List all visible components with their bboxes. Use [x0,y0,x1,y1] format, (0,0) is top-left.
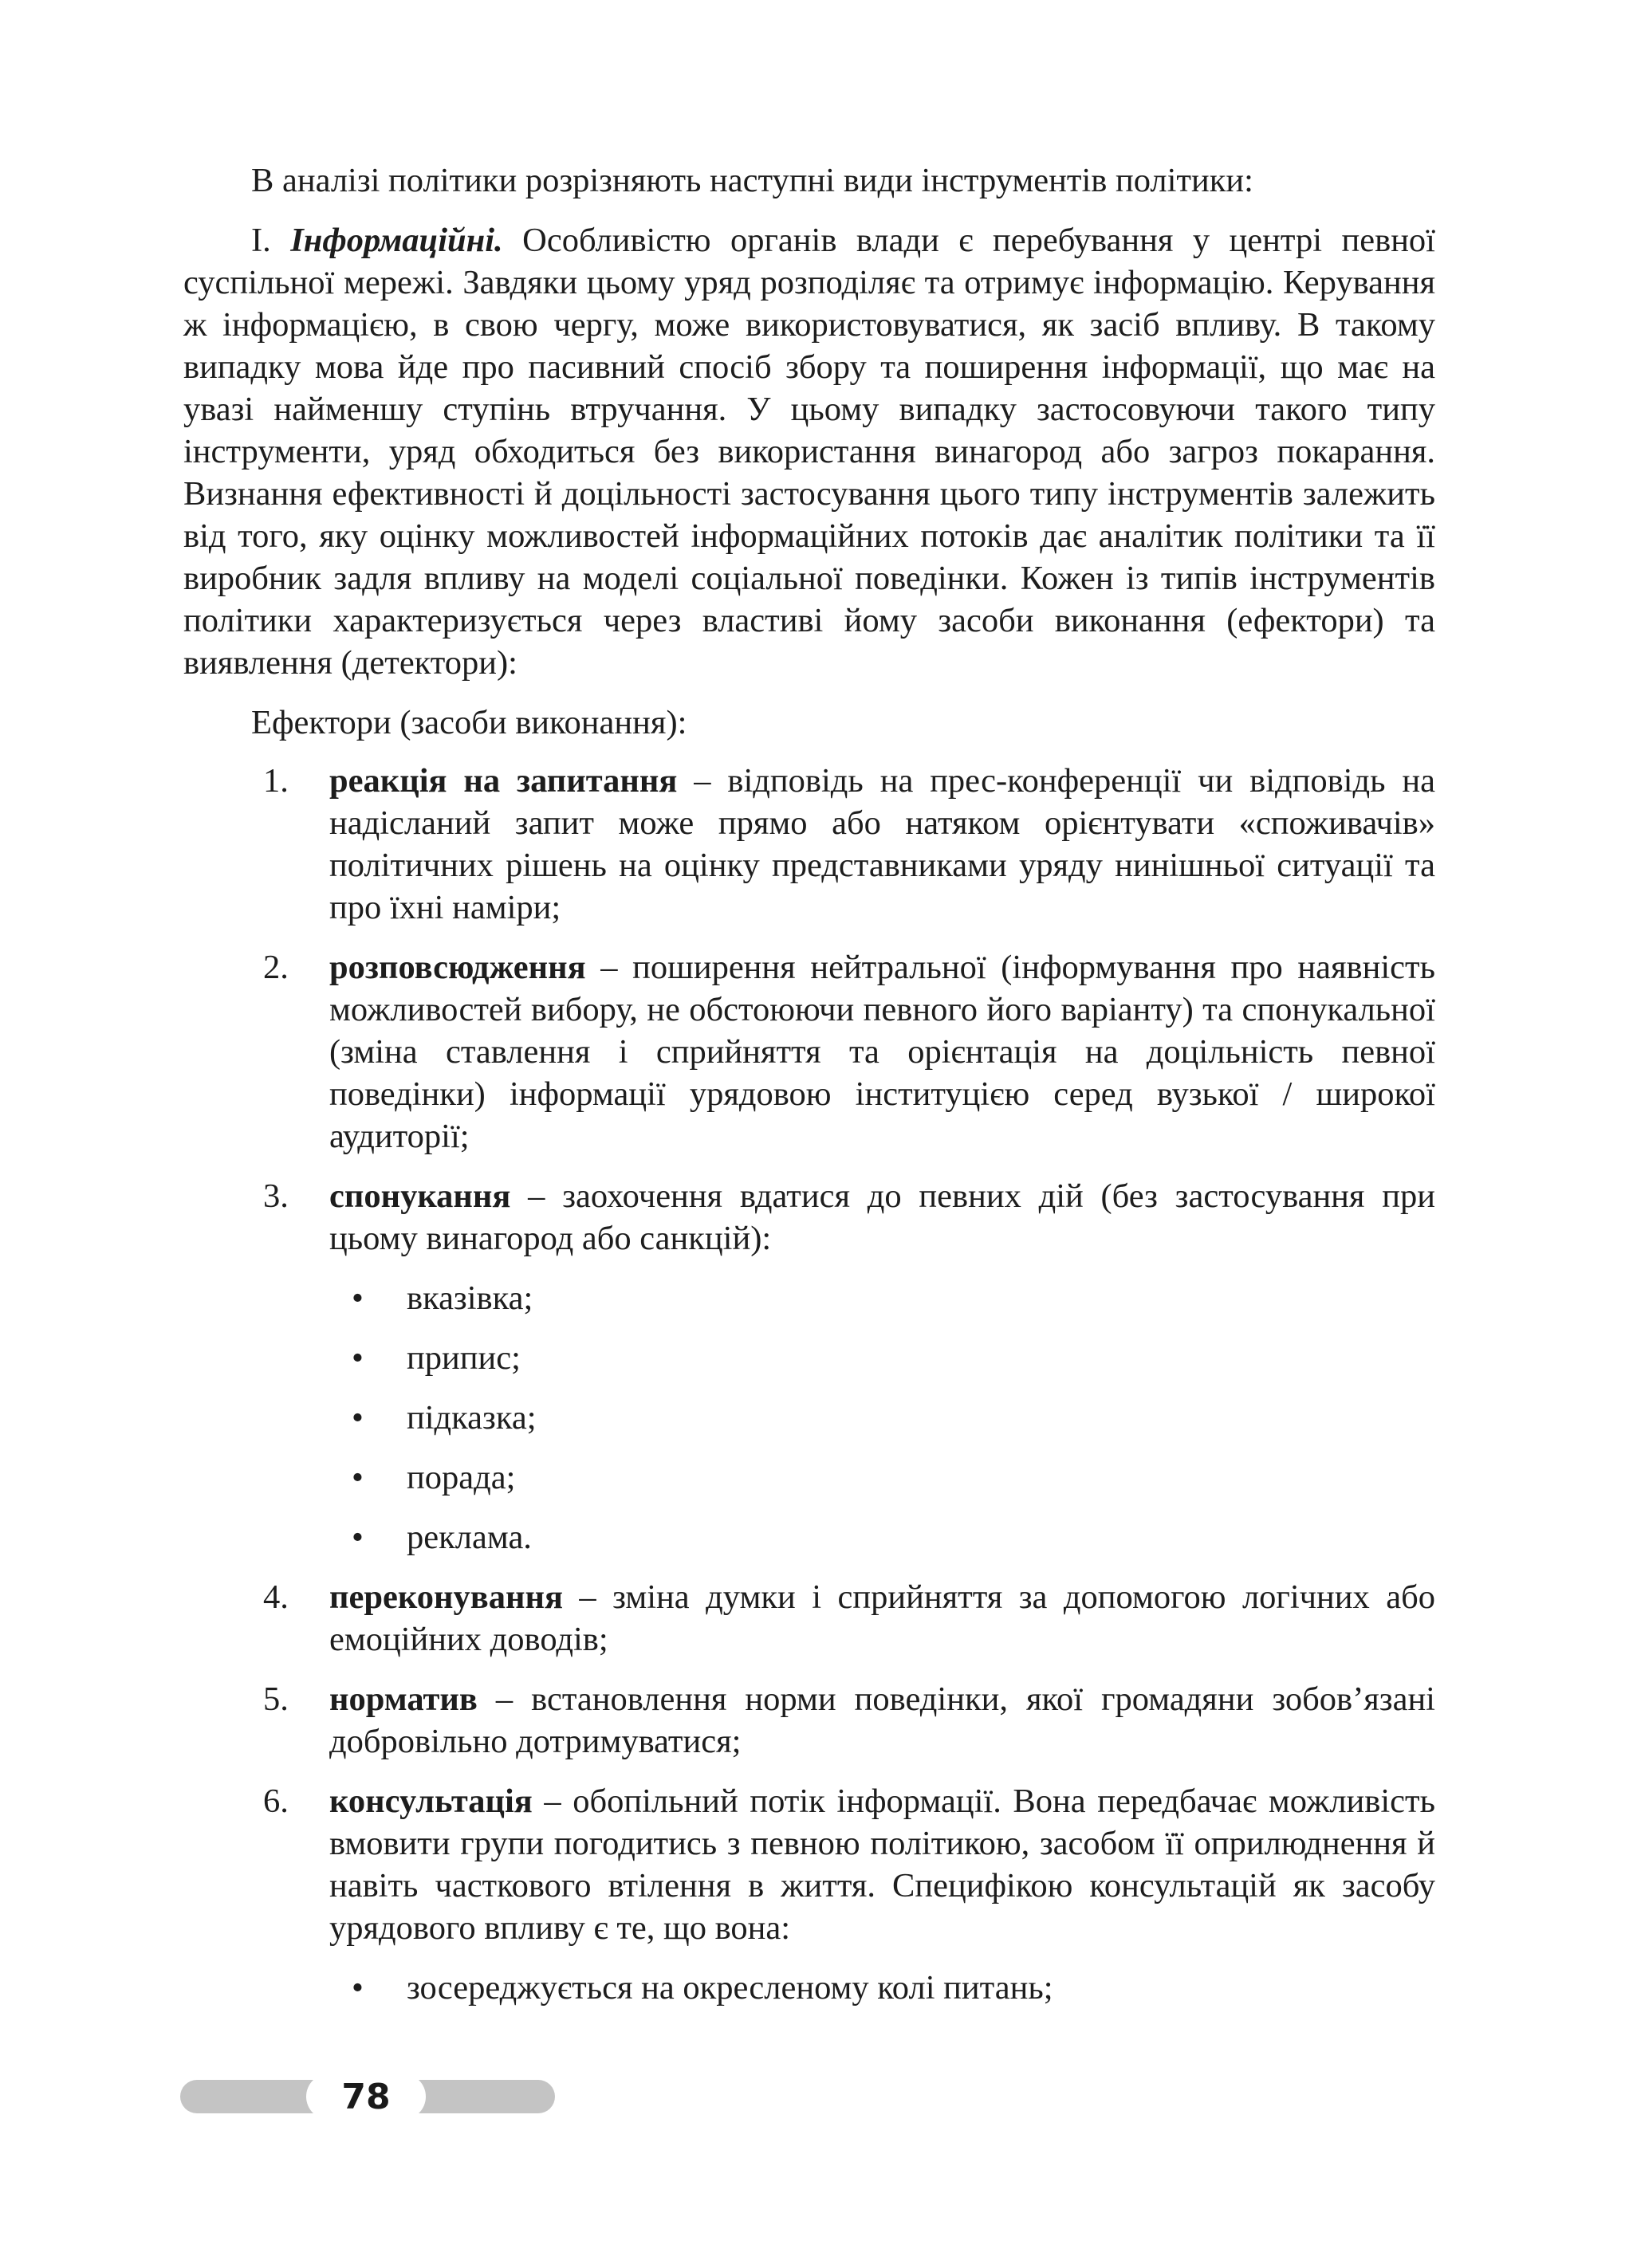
section-body: Особливістю органів влади є перебування у центрі певної суспільної мережі. Завдяки цьому уряд розподіляє та отримує інформацію. Керування ж інформацією, в свою чергу, може використовуватися, як засіб впливу. В такому випадку мова йде про пасивний спосіб збору та поширення інформації, що має на увазі найменшу ступінь втручання. У цьому випадку застосовуючи такого типу інструменти, уряд обходиться без використання винагород або загроз покарання. Визнання ефективності й доцільності застосування цього типу інструментів залежить від того, яку оцінку можливостей інформаційних потоків дає аналітик політики та її виробник задля впливу на моделі соціальної поведінки. Кожен із типів інструментів політики характеризується через властиві йому засоби виконання (ефектори) та виявлення (детектори): [183,222,1435,682]
bullet-item [329,1277,1435,1319]
section-title: Інформаційні. [290,222,503,259]
bullet-icon: • [352,1459,364,1496]
list-item-term: норматив [329,1680,478,1718]
list-item-term: спонукання [329,1177,511,1215]
list-item-term: переконування [329,1578,563,1616]
list-item-text: – відповідь на прес-конференції чи відповідь на надісланий запит може прямо або натяком орієнтувати «споживачів» політичних рішень на оцінку представниками уряду нинішньої ситуації та про їхні наміри; [329,762,1435,926]
bullet-text: зосереджується на окресленому колі питань; [407,1969,1053,2007]
list-item-term: консультація [329,1783,533,1820]
list-item-term: реакція на запитання [329,762,678,800]
list-item-number: 4. [263,1578,289,1616]
bullet-text: підказка; [407,1399,537,1437]
page-number: 78 [341,2077,391,2117]
list-item-number: 3. [263,1177,289,1215]
incentive-bullet-list [329,1277,1435,1559]
bullet-icon: • [352,1399,364,1437]
bullet-item [329,1337,1435,1379]
bullet-text: вказівка; [407,1279,533,1317]
bullet-item [329,1516,1435,1559]
effectors-heading: Ефектори (засоби виконання): [251,704,687,741]
bullet-item [329,1456,1435,1499]
section-information-paragraph [183,219,1435,684]
list-item [183,1780,1435,2009]
bullet-item [329,1397,1435,1439]
list-item [183,946,1435,1158]
list-item-number: 5. [263,1680,289,1718]
list-item [183,1175,1435,1559]
bullet-text: припис; [407,1339,521,1377]
list-item-text: – заохочення вдатися до певних дій (без застосування при цьому винагород або санкцій): [329,1177,1435,1257]
effectors-list [183,760,1435,2009]
list-item [183,760,1435,929]
footer-bar-right [403,2080,555,2113]
intro-paragraph: В аналізі політики розрізняють наступні види інструментів політики: [251,162,1253,199]
list-item-number: 6. [263,1783,289,1820]
page-number-footer [180,2073,555,2120]
list-item-text: – поширення нейтральної (інформування про наявність можливостей вибору, не обстоюючи певного його варіанту) та спонукальної (зміна ставлення і сприйняття та орієнтація на доцільність певної поведінки) інформації урядовою інституцією серед вузької / широкої аудиторії; [329,949,1435,1155]
list-item-text: – обопільний потік інформації. Вона передбачає можливість вмовити групи погодитись з певною політикою, засобом її оприлюднення й навіть часткового втілення в життя. Специфікою консультацій як засобу урядового впливу є те, що вона: [329,1783,1435,1947]
bullet-text: порада; [407,1459,516,1496]
bullet-icon: • [352,1339,364,1377]
page-body [183,159,1435,2026]
bullet-icon: • [352,1279,364,1317]
bullet-icon: • [352,1969,364,2007]
bullet-icon: • [352,1519,364,1556]
consultation-bullet-list [329,1967,1435,2009]
list-item-text: – встановлення норми поведінки, якої громадяни зобов’язані добровільно дотримуватися; [329,1680,1435,1760]
list-item-number: 1. [263,762,289,800]
list-item [183,1678,1435,1763]
bullet-text: реклама. [407,1519,532,1556]
list-item [183,1576,1435,1661]
section-numeral: І. [251,222,271,259]
bullet-item [329,1967,1435,2009]
list-item-term: розповсюдження [329,949,586,986]
list-item-number: 2. [263,949,289,986]
list-item-text: – зміна думки і сприйняття за допомогою логічних або емоційних доводів; [329,1578,1435,1658]
